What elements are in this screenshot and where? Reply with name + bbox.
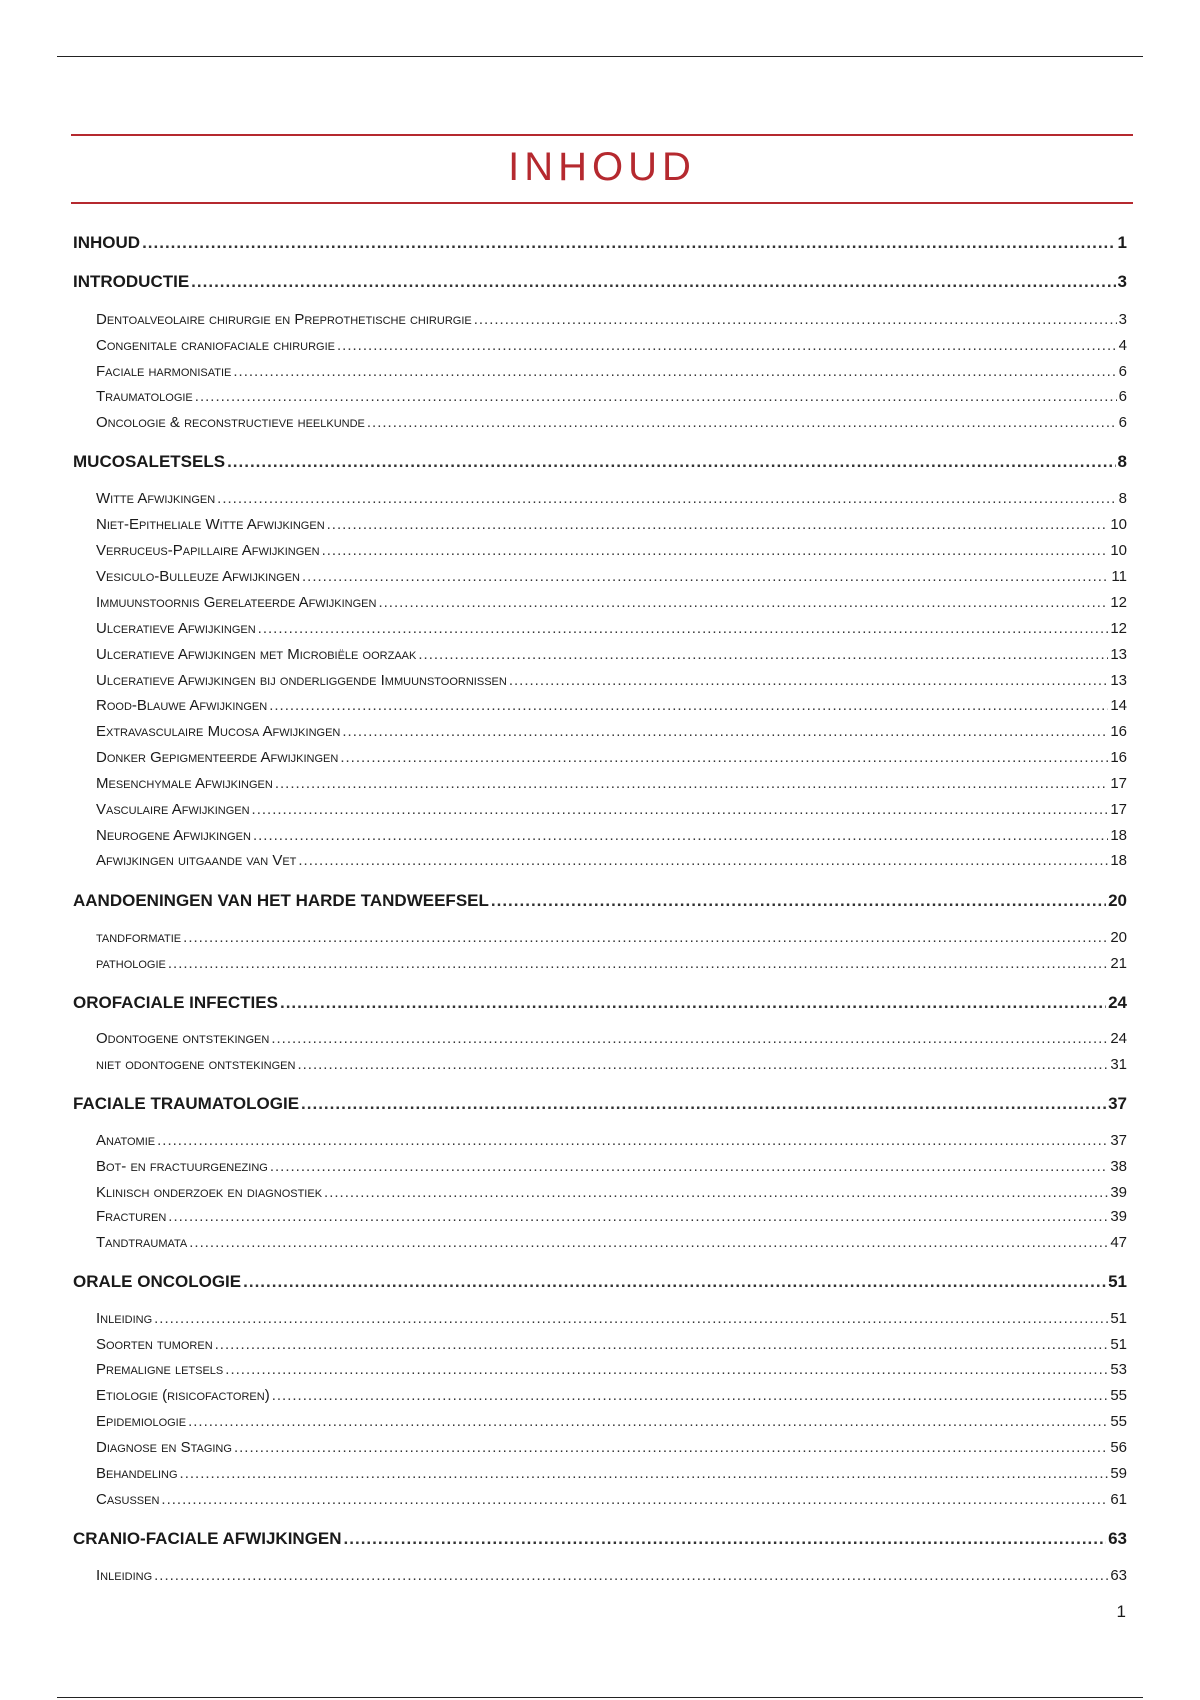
dot-leader (509, 672, 1108, 689)
toc-entry-page: 3 (1117, 272, 1127, 291)
dot-leader (418, 646, 1108, 663)
toc-entry-page: 53 (1110, 1361, 1127, 1378)
dot-leader (233, 363, 1116, 380)
dot-leader (327, 516, 1109, 533)
dot-leader (243, 1272, 1106, 1292)
dot-leader (154, 1567, 1108, 1584)
toc-entry-label: Inleiding (96, 1310, 153, 1327)
dot-leader (191, 272, 1115, 292)
toc-entry-page: 3 (1118, 311, 1127, 328)
toc-entry-page: 51 (1110, 1336, 1127, 1353)
dot-leader (297, 1056, 1108, 1073)
toc-section-entry[interactable] (96, 337, 1127, 354)
toc-section-entry[interactable] (96, 1387, 1127, 1404)
toc-entry-page: 61 (1110, 1491, 1127, 1508)
dot-leader (342, 723, 1108, 740)
toc-entry-page: 56 (1110, 1439, 1127, 1456)
toc-entry-page: 20 (1110, 929, 1127, 946)
dot-leader (324, 1184, 1108, 1201)
dot-leader (217, 490, 1116, 507)
toc-entry-label: INHOUD (73, 233, 141, 252)
toc-entry-label: Behandeling (96, 1465, 178, 1482)
toc-entry-page: 17 (1110, 775, 1127, 792)
toc-entry-page: 59 (1110, 1465, 1127, 1482)
toc-section-entry[interactable] (96, 1234, 1127, 1251)
toc-entry-label: Congenitale craniofaciale chirurgie (96, 337, 336, 354)
toc-entry-page: 8 (1117, 452, 1127, 471)
toc-entry-label: Epidemiologie (96, 1413, 187, 1430)
toc-section-entry[interactable] (96, 646, 1127, 663)
toc-section-entry[interactable] (96, 363, 1127, 380)
dot-leader (340, 749, 1108, 766)
dot-leader (161, 1491, 1108, 1508)
dot-leader (189, 1234, 1108, 1251)
toc-entry-page: 55 (1110, 1387, 1127, 1404)
toc-section-entry[interactable] (96, 1567, 1127, 1584)
toc-section-entry[interactable] (96, 516, 1127, 533)
dot-leader (253, 827, 1108, 844)
toc-entry-label: Immuunstoornis Gerelateerde Afwijkingen (96, 594, 377, 611)
toc-section-entry[interactable] (96, 620, 1127, 637)
dot-leader (195, 388, 1117, 405)
dot-leader (234, 1439, 1108, 1456)
toc-entry-page: 13 (1110, 646, 1127, 663)
dot-leader (275, 775, 1109, 792)
toc-entry-label: Witte Afwijkingen (96, 490, 216, 507)
toc-section-entry[interactable] (96, 827, 1127, 844)
toc-entry-page: 47 (1110, 1234, 1127, 1251)
toc-entry-label: Bot- en fractuurgenezing (96, 1158, 268, 1175)
toc-entry-label: Oncologie & reconstructieve heelkunde (96, 414, 365, 431)
toc-entry-page: 51 (1108, 1272, 1127, 1291)
toc-chapter-entry[interactable] (73, 993, 1127, 1013)
toc-entry-page: 39 (1110, 1184, 1127, 1201)
dot-leader (378, 594, 1108, 611)
toc-section-entry[interactable] (96, 1030, 1127, 1047)
toc-section-entry[interactable] (96, 1491, 1127, 1508)
toc-entry-page: 1 (1117, 233, 1127, 252)
dot-leader (272, 1387, 1109, 1404)
dot-leader (271, 1030, 1108, 1047)
toc-section-entry[interactable] (96, 542, 1127, 559)
dot-leader (269, 697, 1108, 714)
toc-entry-label: Afwijkingen uitgaande van Vet (96, 852, 297, 869)
toc-section-entry[interactable] (96, 594, 1127, 611)
dot-leader (337, 337, 1117, 354)
toc-entry-label: Etiologie (risicofactoren) (96, 1387, 270, 1404)
toc-entry-label: INTRODUCTIE (73, 272, 190, 291)
dot-leader (367, 414, 1117, 431)
toc-entry-page: 55 (1110, 1413, 1127, 1430)
dot-leader (302, 568, 1109, 585)
toc-entry-label: Donker Gepigmenteerde Afwijkingen (96, 749, 339, 766)
dot-leader (157, 1132, 1108, 1149)
toc-entry-label: Ulceratieve Afwijkingen (96, 620, 256, 637)
toc-entry-label: ORALE ONCOLOGIE (73, 1272, 242, 1291)
toc-section-entry[interactable] (96, 1208, 1127, 1225)
toc-section-entry[interactable] (96, 852, 1127, 869)
toc-entry-label: Faciale harmonisatie (96, 363, 232, 380)
dot-leader (168, 955, 1108, 972)
toc-entry-label: Mesenchymale Afwijkingen (96, 775, 273, 792)
toc-chapter-entry[interactable] (73, 452, 1127, 472)
toc-entry-label: OROFACIALE INFECTIES (73, 993, 278, 1012)
toc-entry-page: 10 (1110, 516, 1127, 533)
footer-rule (57, 1697, 1143, 1698)
toc-section-entry[interactable] (96, 1439, 1127, 1456)
toc-section-entry[interactable] (96, 723, 1127, 740)
toc-entry-page: 37 (1110, 1132, 1127, 1149)
toc-chapter-entry[interactable] (73, 1272, 1127, 1292)
toc-section-entry[interactable] (96, 1465, 1127, 1482)
toc-entry-label: Premaligne letsels (96, 1361, 224, 1378)
toc-entry-label: Vesiculo-Bulleuze Afwijkingen (96, 568, 300, 585)
toc-entry-label: FACIALE TRAUMATOLOGIE (73, 1094, 300, 1113)
dot-leader (154, 1310, 1108, 1327)
page-number: 1 (1116, 1602, 1126, 1621)
toc-entry-label: tandformatie (96, 929, 182, 946)
dot-leader (168, 1208, 1108, 1225)
dot-leader (491, 891, 1106, 911)
toc-chapter-entry[interactable] (73, 233, 1127, 253)
toc-section-entry[interactable] (96, 929, 1127, 946)
toc-section-entry[interactable] (96, 1056, 1127, 1073)
toc-entry-page: 6 (1118, 363, 1127, 380)
toc-entry-page: 12 (1110, 594, 1127, 611)
toc-entry-label: niet odontogene ontstekingen (96, 1056, 296, 1073)
toc-entry-page: 17 (1110, 801, 1127, 818)
dot-leader (474, 311, 1117, 328)
toc-section-entry[interactable] (96, 1132, 1127, 1149)
dot-leader (252, 801, 1109, 818)
toc-section-entry[interactable] (96, 490, 1127, 507)
toc-chapter-entry[interactable] (73, 891, 1127, 911)
toc-chapter-entry[interactable] (73, 272, 1127, 292)
toc-entry-label: Tandtraumata (96, 1234, 188, 1251)
toc-entry-page: 21 (1110, 955, 1127, 972)
toc-entry-page: 24 (1108, 993, 1127, 1012)
dot-leader (188, 1413, 1108, 1430)
toc-entry-label: Niet-Epitheliale Witte Afwijkingen (96, 516, 325, 533)
toc-entry-page: 16 (1110, 723, 1127, 740)
toc-section-entry[interactable] (96, 1158, 1127, 1175)
toc-entry-page: 18 (1110, 852, 1127, 869)
dot-leader (270, 1158, 1108, 1175)
toc-entry-label: Dentoalveolaire chirurgie en Preprothetische chirurgie (96, 311, 472, 328)
dot-leader (280, 993, 1106, 1013)
toc-section-entry[interactable] (96, 955, 1127, 972)
toc-entry-page: 37 (1108, 1094, 1127, 1113)
dot-leader (301, 1094, 1106, 1114)
toc-entry-label: Casussen (96, 1491, 160, 1508)
dot-leader (258, 620, 1109, 637)
dot-leader (322, 542, 1109, 559)
toc-entry-page: 63 (1108, 1529, 1127, 1548)
toc-entry-label: Inleiding (96, 1567, 153, 1584)
dot-leader (142, 233, 1115, 253)
toc-entry-page: 51 (1110, 1310, 1127, 1327)
dot-leader (344, 1529, 1107, 1549)
toc-section-entry[interactable] (96, 749, 1127, 766)
toc-entry-label: MUCOSALETSELS (73, 452, 226, 471)
toc-entry-page: 24 (1110, 1030, 1127, 1047)
dot-leader (225, 1361, 1108, 1378)
toc-section-entry[interactable] (96, 414, 1127, 431)
toc-entry-label: Odontogene ontstekingen (96, 1030, 270, 1047)
dot-leader (180, 1465, 1109, 1482)
toc-entry-page: 6 (1118, 388, 1127, 405)
toc-entry-label: pathologie (96, 955, 166, 972)
toc-entry-page: 20 (1108, 891, 1127, 910)
toc-entry-label: Fracturen (96, 1208, 167, 1225)
toc-section-entry[interactable] (96, 1184, 1127, 1201)
dot-leader (215, 1336, 1109, 1353)
toc-entry-page: 63 (1110, 1567, 1127, 1584)
toc-entry-page: 39 (1110, 1208, 1127, 1225)
toc-entry-page: 13 (1110, 672, 1127, 689)
toc-entry-label: Rood-Blauwe Afwijkingen (96, 697, 268, 714)
toc-entry-page: 14 (1110, 697, 1127, 714)
toc-entry-label: AANDOENINGEN VAN HET HARDE TANDWEEFSEL (73, 891, 489, 910)
toc-entry-label: Neurogene Afwijkingen (96, 827, 251, 844)
toc-entry-label: Klinisch onderzoek en diagnostiek (96, 1184, 323, 1201)
toc-entry-page: 11 (1111, 568, 1127, 585)
dot-leader (227, 452, 1115, 472)
toc-section-entry[interactable] (96, 775, 1127, 792)
toc-section-entry[interactable] (96, 568, 1127, 585)
toc-chapter-entry[interactable] (73, 1094, 1127, 1114)
toc-entry-label: Diagnose en Staging (96, 1439, 232, 1456)
toc-section-entry[interactable] (96, 388, 1127, 405)
toc-entry-page: 38 (1110, 1158, 1127, 1175)
toc-section-entry[interactable] (96, 672, 1127, 689)
toc-entry-label: Extravasculaire Mucosa Afwijkingen (96, 723, 341, 740)
toc-entry-page: 4 (1118, 337, 1127, 354)
toc-section-entry[interactable] (96, 697, 1127, 714)
toc-entry-page: 12 (1110, 620, 1127, 637)
toc-entry-label: Ulceratieve Afwijkingen met Microbiële oorzaak (96, 646, 417, 663)
toc-chapter-entry[interactable] (73, 1529, 1127, 1549)
toc-entry-label: Vasculaire Afwijkingen (96, 801, 250, 818)
dot-leader (183, 929, 1108, 946)
toc-entry-page: 31 (1110, 1056, 1127, 1073)
toc-section-entry[interactable] (96, 1310, 1127, 1327)
toc-section-entry[interactable] (96, 1413, 1127, 1430)
toc-entry-page: 18 (1110, 827, 1127, 844)
toc-entry-label: Soorten tumoren (96, 1336, 213, 1353)
toc-entry-label: Anatomie (96, 1132, 156, 1149)
toc-entry-label: Traumatologie (96, 388, 193, 405)
toc-entry-page: 16 (1110, 749, 1127, 766)
toc-entry-page: 10 (1110, 542, 1127, 559)
toc-section-entry[interactable] (96, 801, 1127, 818)
toc-section-entry[interactable] (96, 1336, 1127, 1353)
toc-entry-page: 8 (1118, 490, 1127, 507)
toc-entry-page: 6 (1118, 414, 1127, 431)
toc-entry-label: Ulceratieve Afwijkingen bij onderliggende Immuunstoornissen (96, 672, 507, 689)
toc-section-entry[interactable] (96, 311, 1127, 328)
toc-entry-label: Verruceus-Papillaire Afwijkingen (96, 542, 320, 559)
toc-section-entry[interactable] (96, 1361, 1127, 1378)
toc-entry-label: CRANIO-FACIALE AFWIJKINGEN (73, 1529, 342, 1548)
page-title: INHOUD (508, 145, 696, 189)
dot-leader (298, 852, 1108, 869)
